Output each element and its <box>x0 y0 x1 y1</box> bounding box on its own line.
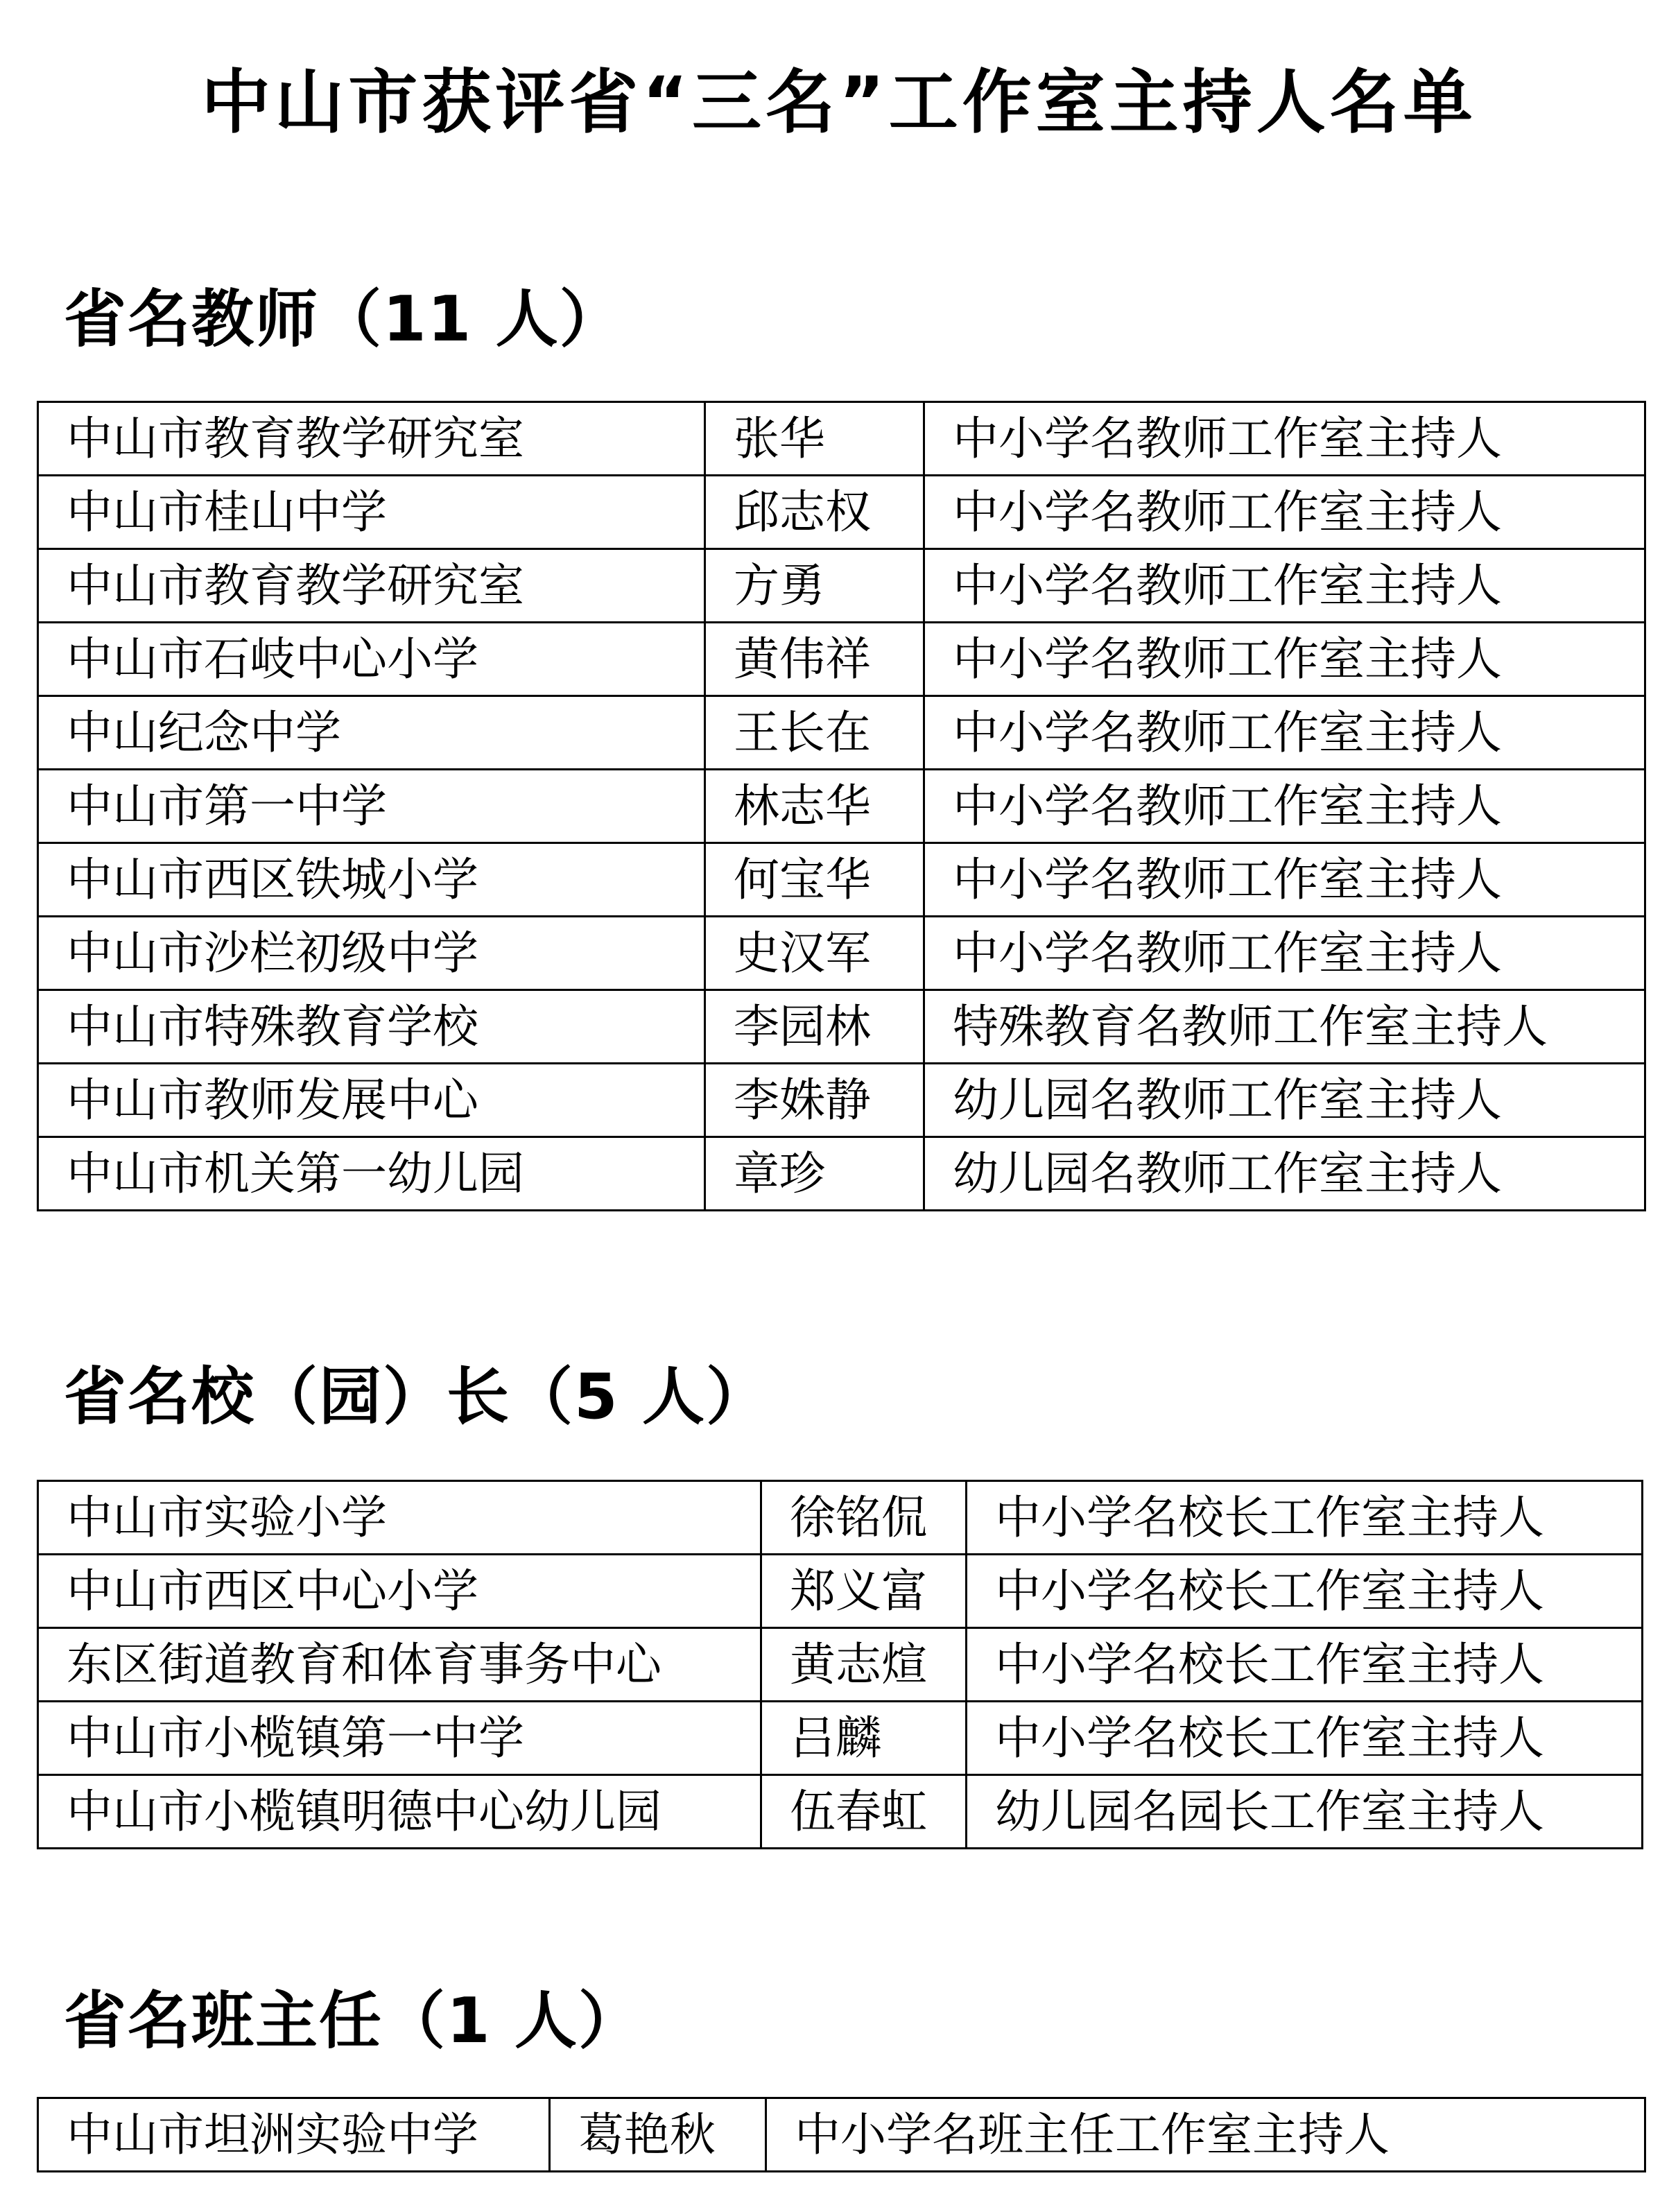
table-row <box>38 917 1645 990</box>
institution-cell: 中山市教育教学研究室 <box>38 402 705 476</box>
table-row <box>38 1775 1643 1849</box>
role-cell: 中小学名校长工作室主持人 <box>967 1628 1643 1702</box>
institution-cell: 中山市石岐中心小学 <box>38 623 705 696</box>
table-row <box>38 696 1645 770</box>
name-cell: 张华 <box>705 402 924 476</box>
head-teachers-table <box>37 2097 1646 2172</box>
section-heading-teachers: 省名教师（11 人） <box>64 283 623 356</box>
name-cell: 黄志煊 <box>761 1628 967 1702</box>
name-cell: 方勇 <box>705 549 924 623</box>
role-cell: 中小学名教师工作室主持人 <box>924 549 1645 623</box>
table-row <box>38 1702 1643 1775</box>
name-cell: 黄伟祥 <box>705 623 924 696</box>
table-row <box>38 1628 1643 1702</box>
head-teachers-table-body <box>38 2098 1645 2172</box>
role-cell: 中小学名校长工作室主持人 <box>967 1481 1643 1555</box>
institution-cell: 中山市实验小学 <box>38 1481 761 1555</box>
role-cell: 中小学名校长工作室主持人 <box>967 1555 1643 1628</box>
role-cell: 中小学名班主任工作室主持人 <box>766 2098 1645 2172</box>
institution-cell: 中山市第一中学 <box>38 770 705 843</box>
teachers-table <box>37 401 1646 1211</box>
role-cell: 中小学名校长工作室主持人 <box>967 1702 1643 1775</box>
table-row <box>38 476 1645 549</box>
principals-table <box>37 1480 1643 1849</box>
name-cell: 何宝华 <box>705 843 924 917</box>
role-cell: 中小学名教师工作室主持人 <box>924 770 1645 843</box>
institution-cell: 中山市小榄镇明德中心幼儿园 <box>38 1775 761 1849</box>
role-cell: 幼儿园名教师工作室主持人 <box>924 1137 1645 1211</box>
institution-cell: 中山市坦洲实验中学 <box>38 2098 550 2172</box>
institution-cell: 东区街道教育和体育事务中心 <box>38 1628 761 1702</box>
name-cell: 王长在 <box>705 696 924 770</box>
page-title: 中山市获评省“三名”工作室主持人名单 <box>201 62 1477 143</box>
name-cell: 史汉军 <box>705 917 924 990</box>
table-row <box>38 770 1645 843</box>
role-cell: 幼儿园名教师工作室主持人 <box>924 1064 1645 1137</box>
table-row <box>38 549 1645 623</box>
institution-cell: 中山市机关第一幼儿园 <box>38 1137 705 1211</box>
name-cell: 郑义富 <box>761 1555 967 1628</box>
name-cell: 伍春虹 <box>761 1775 967 1849</box>
institution-cell: 中山市教师发展中心 <box>38 1064 705 1137</box>
principals-table-body <box>38 1481 1643 1849</box>
institution-cell: 中山纪念中学 <box>38 696 705 770</box>
role-cell: 中小学名教师工作室主持人 <box>924 843 1645 917</box>
role-cell: 特殊教育名教师工作室主持人 <box>924 990 1645 1064</box>
role-cell: 中小学名教师工作室主持人 <box>924 917 1645 990</box>
institution-cell: 中山市教育教学研究室 <box>38 549 705 623</box>
institution-cell: 中山市沙栏初级中学 <box>38 917 705 990</box>
table-row <box>38 623 1645 696</box>
name-cell: 邱志权 <box>705 476 924 549</box>
section-heading-head-teachers: 省名班主任（1 人） <box>64 1985 642 2057</box>
role-cell: 中小学名教师工作室主持人 <box>924 402 1645 476</box>
name-cell: 吕麟 <box>761 1702 967 1775</box>
institution-cell: 中山市特殊教育学校 <box>38 990 705 1064</box>
table-row <box>38 402 1645 476</box>
name-cell: 葛艳秋 <box>550 2098 766 2172</box>
role-cell: 中小学名教师工作室主持人 <box>924 476 1645 549</box>
section-heading-principals: 省名校（园）长（5 人） <box>64 1360 770 1433</box>
name-cell: 李姝静 <box>705 1064 924 1137</box>
name-cell: 徐铭侃 <box>761 1481 967 1555</box>
table-row <box>38 1064 1645 1137</box>
table-row <box>38 1481 1643 1555</box>
name-cell: 章珍 <box>705 1137 924 1211</box>
table-row <box>38 1555 1643 1628</box>
teachers-table-body <box>38 402 1645 1211</box>
institution-cell: 中山市小榄镇第一中学 <box>38 1702 761 1775</box>
table-row <box>38 1137 1645 1211</box>
role-cell: 幼儿园名园长工作室主持人 <box>967 1775 1643 1849</box>
role-cell: 中小学名教师工作室主持人 <box>924 696 1645 770</box>
table-row <box>38 843 1645 917</box>
table-row <box>38 2098 1645 2172</box>
institution-cell: 中山市西区中心小学 <box>38 1555 761 1628</box>
table-row <box>38 990 1645 1064</box>
name-cell: 林志华 <box>705 770 924 843</box>
institution-cell: 中山市西区铁城小学 <box>38 843 705 917</box>
institution-cell: 中山市桂山中学 <box>38 476 705 549</box>
name-cell: 李园林 <box>705 990 924 1064</box>
role-cell: 中小学名教师工作室主持人 <box>924 623 1645 696</box>
